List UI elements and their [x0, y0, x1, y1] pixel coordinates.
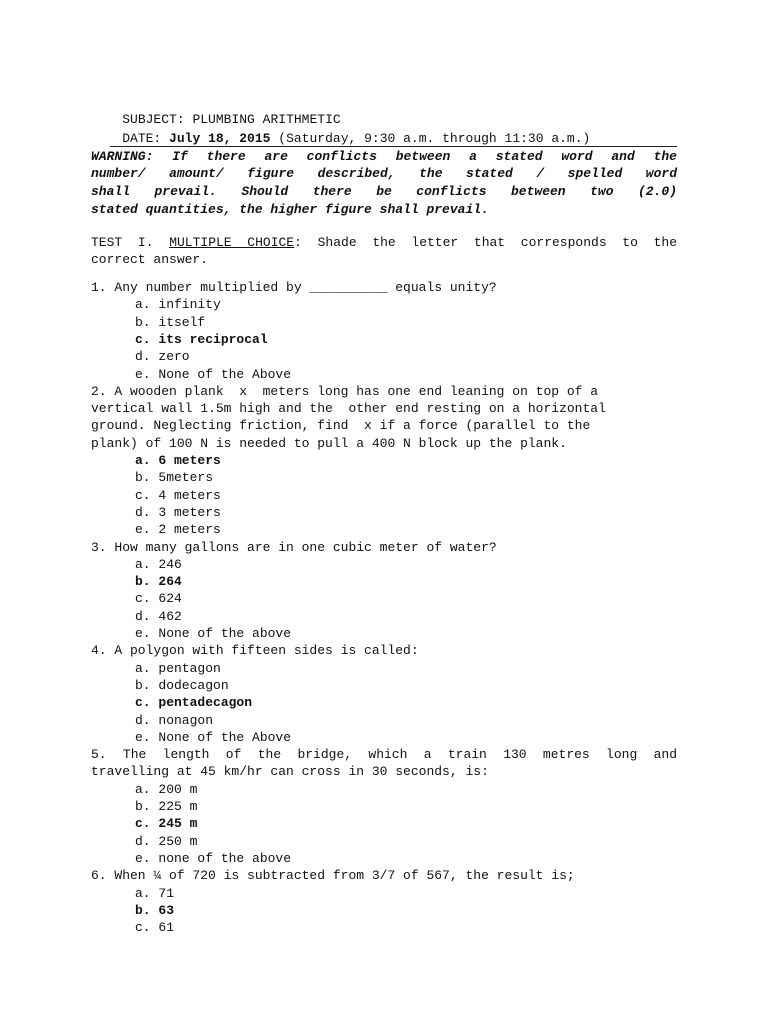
- answer-option: c. pentadecagon: [135, 695, 253, 711]
- answer-option: a. 6 meters: [135, 453, 221, 468]
- answer-option: b. dodecagon: [135, 677, 229, 693]
- date-value: July 18, 2015: [169, 131, 271, 146]
- answer-option: e. None of the above: [135, 626, 292, 641]
- warning-text-1: If there are conflicts between a stated word and the: [172, 149, 677, 164]
- answer-option: c. its reciprocal: [135, 331, 268, 347]
- answer-option: d. 462: [135, 608, 182, 624]
- question-text: travelling at 45 km/hr can cross in 30 seconds, is:: [91, 764, 489, 780]
- date-label: DATE:: [122, 131, 162, 146]
- answer-option: d. 250 m: [135, 833, 198, 849]
- answer-option: d. nonagon: [135, 712, 214, 728]
- question-text: 6. When ¼ of 720 is subtracted from 3/7 of 567, the result is;: [91, 868, 575, 884]
- answer-option: e. None of the Above: [135, 729, 292, 745]
- answer-option: c. 61: [135, 920, 175, 936]
- answer-option: a. 200 m: [135, 781, 198, 797]
- question-text: ground. Neglecting friction, find x if a force (parallel to the: [91, 418, 591, 434]
- subject-value: PLUMBING ARITHMETIC: [192, 112, 341, 127]
- answer-option: b. 5meters: [135, 470, 214, 486]
- question-text: 5. The length of the bridge, which a train 130 metres long and: [91, 747, 677, 763]
- warning-line-1: [91, 148, 677, 165]
- answer-option: a. 246: [135, 556, 182, 572]
- test-prefix: TEST I.: [91, 235, 154, 250]
- test-heading: [91, 234, 677, 251]
- question-text: 3. How many gallons are in one cubic meter of water?: [91, 539, 497, 555]
- answer-option: d. 3 meters: [135, 504, 221, 520]
- test-instruction-2: correct answer.: [91, 252, 209, 267]
- warning-divider: [110, 146, 677, 147]
- answer-option: a. infinity: [135, 297, 221, 313]
- warning-line-4: stated quantities, the higher figure shall prevail.: [91, 202, 489, 217]
- answer-option: a. 71: [135, 885, 175, 901]
- question-text: 1. Any number multiplied by __________ equals unity?: [91, 280, 497, 295]
- warning-line-2: number/ amount/ figure described, the stated / spelled word: [91, 166, 677, 181]
- answer-option: a. pentagon: [135, 660, 221, 676]
- question-text: 2. A wooden plank x meters long has one end leaning on top of a: [91, 383, 599, 399]
- question-text: plank) of 100 N is needed to pull a 400 N block up the plank.: [91, 435, 567, 451]
- answer-option: b. 63: [135, 902, 175, 918]
- answer-option: b. 225 m: [135, 799, 198, 814]
- question-text: 4. A polygon with fifteen sides is called:: [91, 643, 419, 659]
- test-instruction-1: : Shade the letter that corresponds to the: [294, 235, 678, 250]
- answer-option: d. zero: [135, 349, 190, 365]
- answer-option: e. none of the above: [135, 850, 292, 866]
- answer-option: b. itself: [135, 314, 206, 330]
- answer-option: e. None of the Above: [135, 366, 292, 382]
- answer-option: e. 2 meters: [135, 522, 221, 538]
- subject-label: SUBJECT:: [122, 112, 185, 127]
- warning-line-3: shall prevail. Should there be conflicts between two (2.0): [91, 184, 677, 199]
- answer-option: b. 264: [135, 574, 182, 590]
- answer-option: c. 4 meters: [135, 487, 221, 503]
- test-type: MULTIPLE CHOICE: [169, 235, 295, 250]
- answer-option: c. 624: [135, 591, 182, 607]
- question-text: vertical wall 1.5m high and the other end resting on a horizontal: [91, 401, 606, 417]
- warning-label: WARNING:: [91, 149, 154, 164]
- answer-option: c. 245 m: [135, 816, 198, 832]
- date-extra: (Saturday, 9:30 a.m. through 11:30 a.m.): [278, 131, 591, 146]
